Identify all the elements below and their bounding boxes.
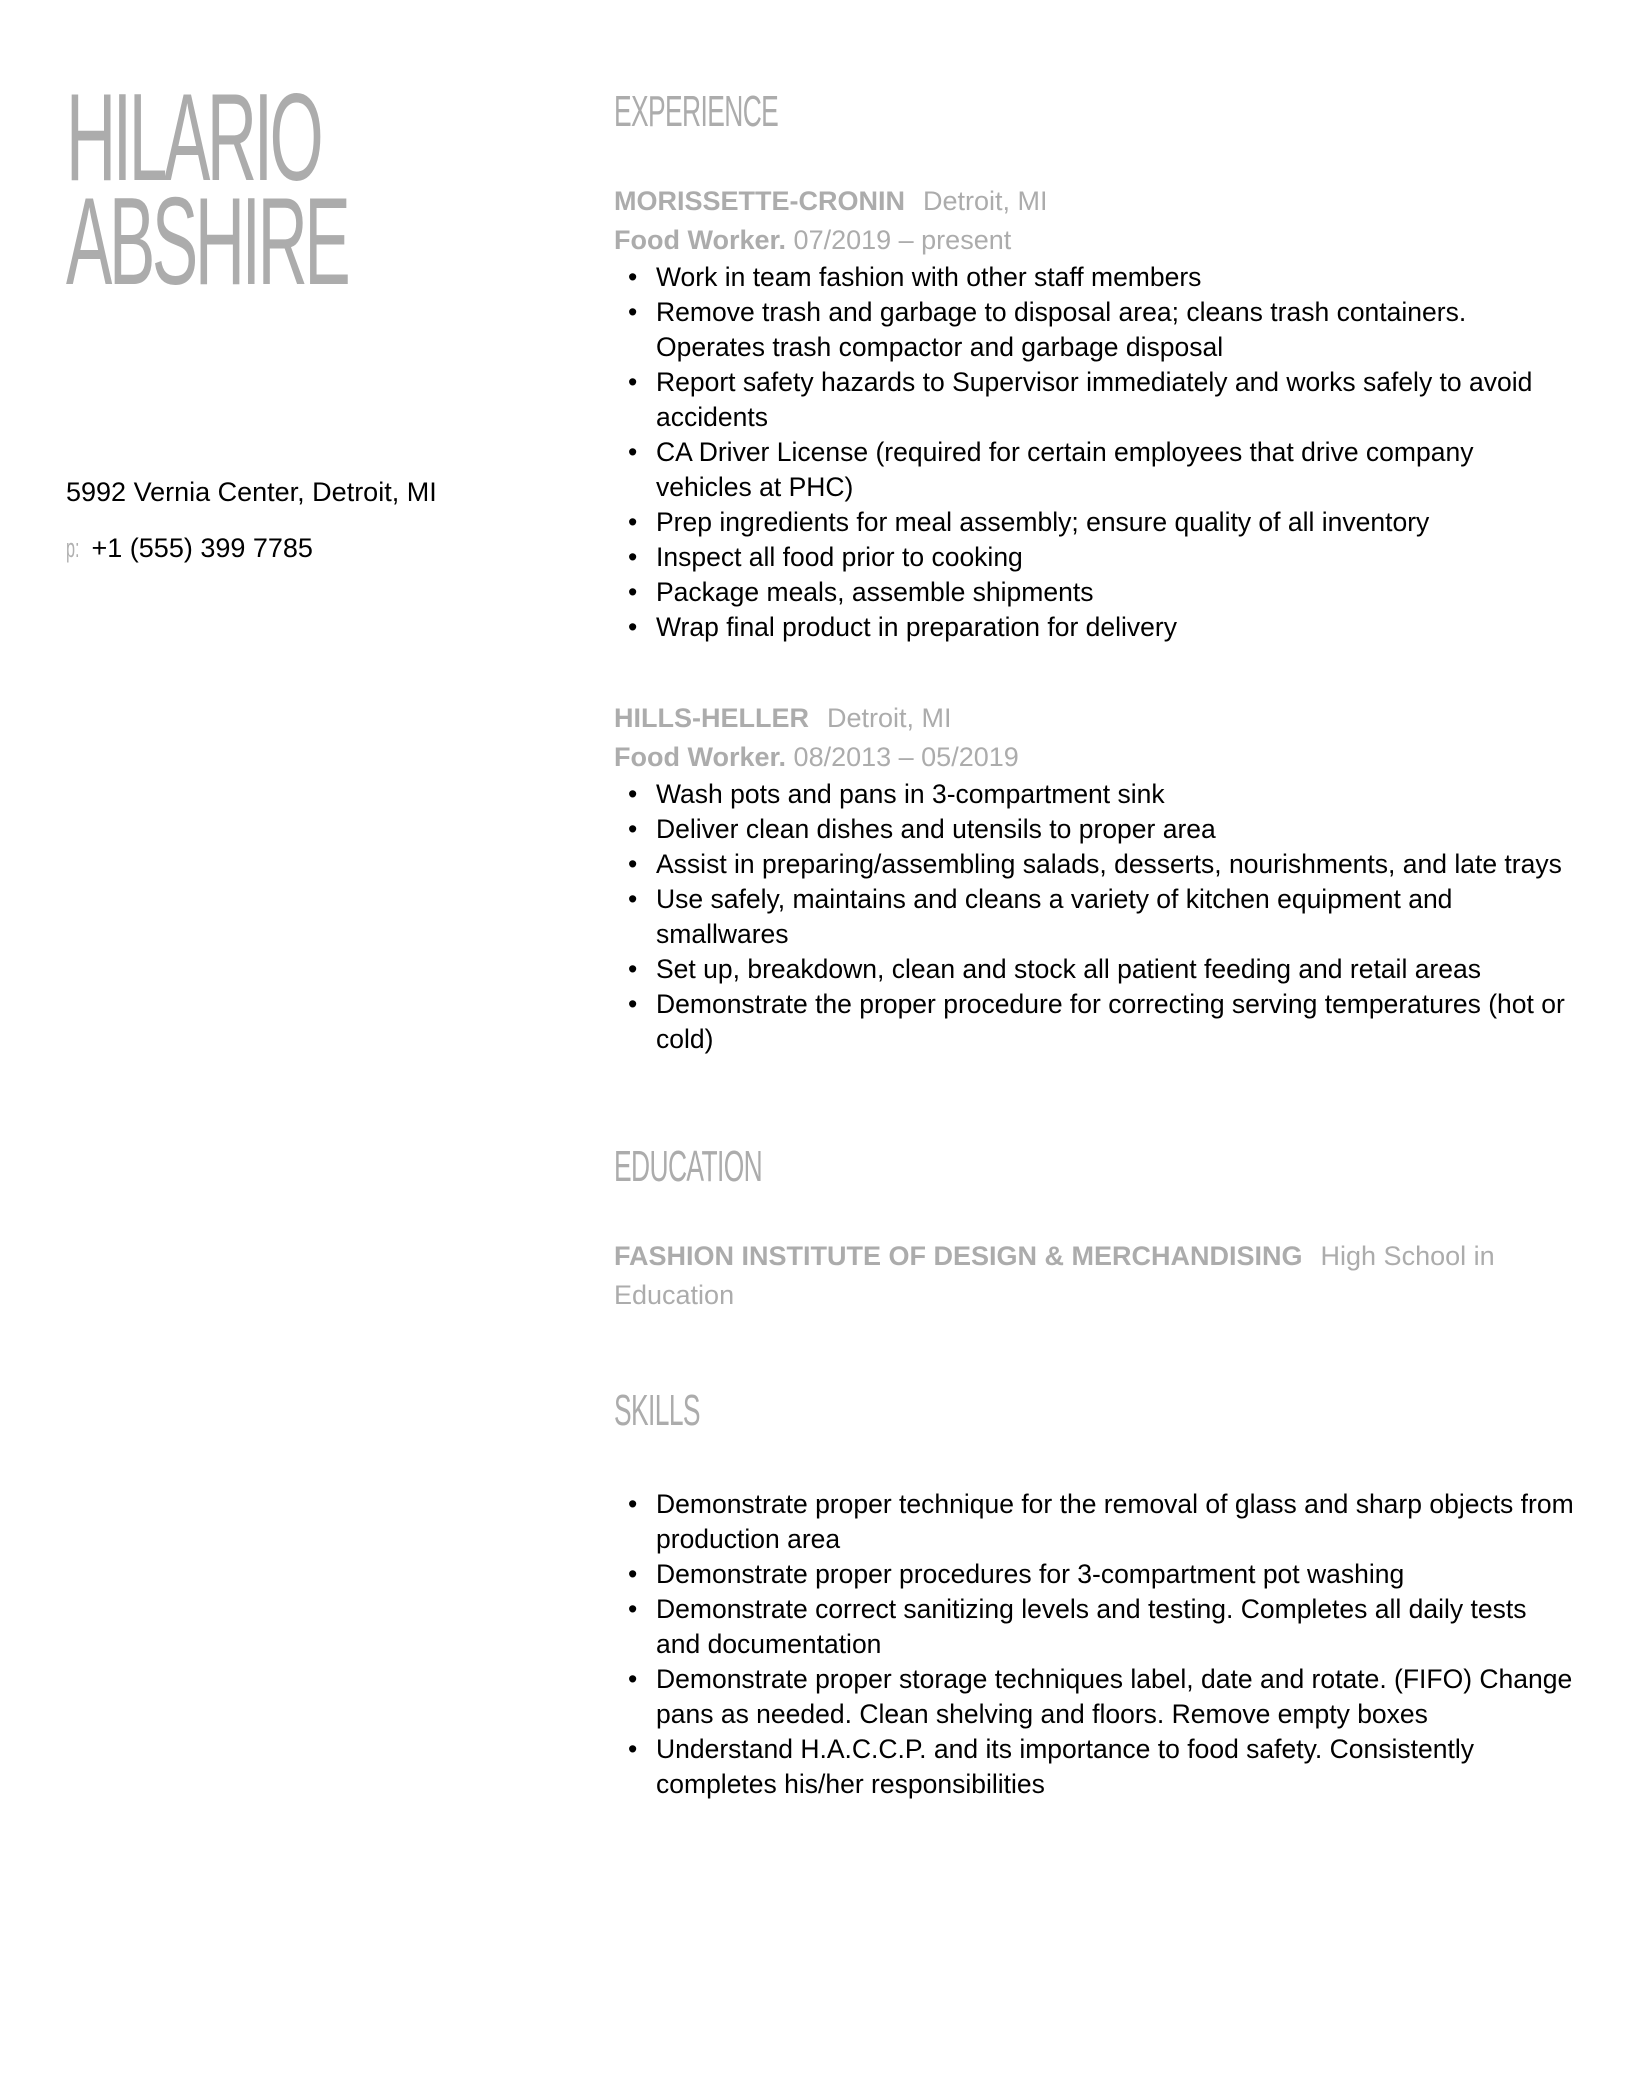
bullet-item: • Report safety hazards to Supervisor immediately and works safely to avoid accidents — [656, 365, 1574, 435]
bullet-item: • Wrap final product in preparation for delivery — [656, 610, 1574, 645]
job-role-line — [614, 738, 1574, 777]
bullet-item: • Inspect all food prior to cooking — [656, 540, 1574, 575]
name-block — [66, 69, 566, 311]
section-title-skills: SKILLS — [614, 1386, 700, 1435]
skill-item: • Demonstrate correct sanitizing levels and testing. Completes all daily tests and documentation — [656, 1592, 1574, 1662]
job-role: Food Worker. — [614, 742, 787, 772]
phone-label: p: — [66, 533, 80, 563]
skills-list — [614, 1487, 1574, 1802]
contact-info — [66, 464, 437, 576]
main-content — [614, 86, 1574, 1802]
job-bullets — [614, 260, 1574, 645]
bullet-item: • Package meals, assemble shipments — [656, 575, 1574, 610]
skill-item: • Demonstrate proper procedures for 3-compartment pot washing — [656, 1557, 1574, 1592]
bullet-item: • Demonstrate the proper procedure for correcting serving temperatures (hot or cold) — [656, 987, 1574, 1057]
job-bullets — [614, 777, 1574, 1057]
section-title-education: EDUCATION — [614, 1142, 763, 1191]
job-dates: 07/2019 – present — [793, 225, 1012, 255]
bullet-item: • Wash pots and pans in 3-compartment sink — [656, 777, 1574, 812]
phone-row — [66, 520, 437, 576]
job-dates: 08/2013 – 05/2019 — [793, 742, 1019, 772]
bullet-item: • Prep ingredients for meal assembly; ensure quality of all inventory — [656, 505, 1574, 540]
job-entry — [614, 699, 1574, 1057]
education-degree: High School in Education — [614, 1241, 1495, 1310]
bullet-item: • Assist in preparing/assembling salads, desserts, nourishments, and late trays — [656, 847, 1574, 882]
bullet-item: • Remove trash and garbage to disposal area; cleans trash containers. Operates trash compactor and garbage disposal — [656, 295, 1574, 365]
job-company: HILLS-HELLER — [614, 703, 809, 733]
job-company-line — [614, 699, 1574, 738]
bullet-item: • Use safely, maintains and cleans a variety of kitchen equipment and smallwares — [656, 882, 1574, 952]
job-company-line — [614, 182, 1574, 221]
bullet-item: • Work in team fashion with other staff members — [656, 260, 1574, 295]
phone-number: +1 (555) 399 7785 — [91, 533, 313, 563]
job-role: Food Worker. — [614, 225, 787, 255]
first-name: HILARIO — [66, 69, 321, 207]
section-title-experience: EXPERIENCE — [614, 87, 779, 136]
experience-section — [614, 86, 1574, 1057]
education-entry — [614, 1237, 1574, 1315]
job-company: MORISSETTE-CRONIN — [614, 186, 906, 216]
bullet-item: • Set up, breakdown, clean and stock all patient feeding and retail areas — [656, 952, 1574, 987]
job-location: Detroit, MI — [827, 703, 952, 733]
bullet-item: • Deliver clean dishes and utensils to proper area — [656, 812, 1574, 847]
skill-item: • Demonstrate proper storage techniques label, date and rotate. (FIFO) Change pans as needed. Clean shelving and floors. Remove empty boxes — [656, 1662, 1574, 1732]
skill-item: • Understand H.A.C.C.P. and its importance to food safety. Consistently completes his/her responsibilities — [656, 1732, 1574, 1802]
bullet-item: • CA Driver License (required for certain employees that drive company vehicles at PHC) — [656, 435, 1574, 505]
job-entry — [614, 182, 1574, 645]
skill-item: • Demonstrate proper technique for the removal of glass and sharp objects from production area — [656, 1487, 1574, 1557]
skills-section — [614, 1385, 1574, 1802]
last-name: ABSHIRE — [66, 173, 348, 311]
job-location: Detroit, MI — [923, 186, 1048, 216]
job-role-line — [614, 221, 1574, 260]
education-section — [614, 1141, 1574, 1315]
education-school: FASHION INSTITUTE OF DESIGN & MERCHANDISING — [614, 1241, 1303, 1271]
address: 5992 Vernia Center, Detroit, MI — [66, 477, 437, 507]
